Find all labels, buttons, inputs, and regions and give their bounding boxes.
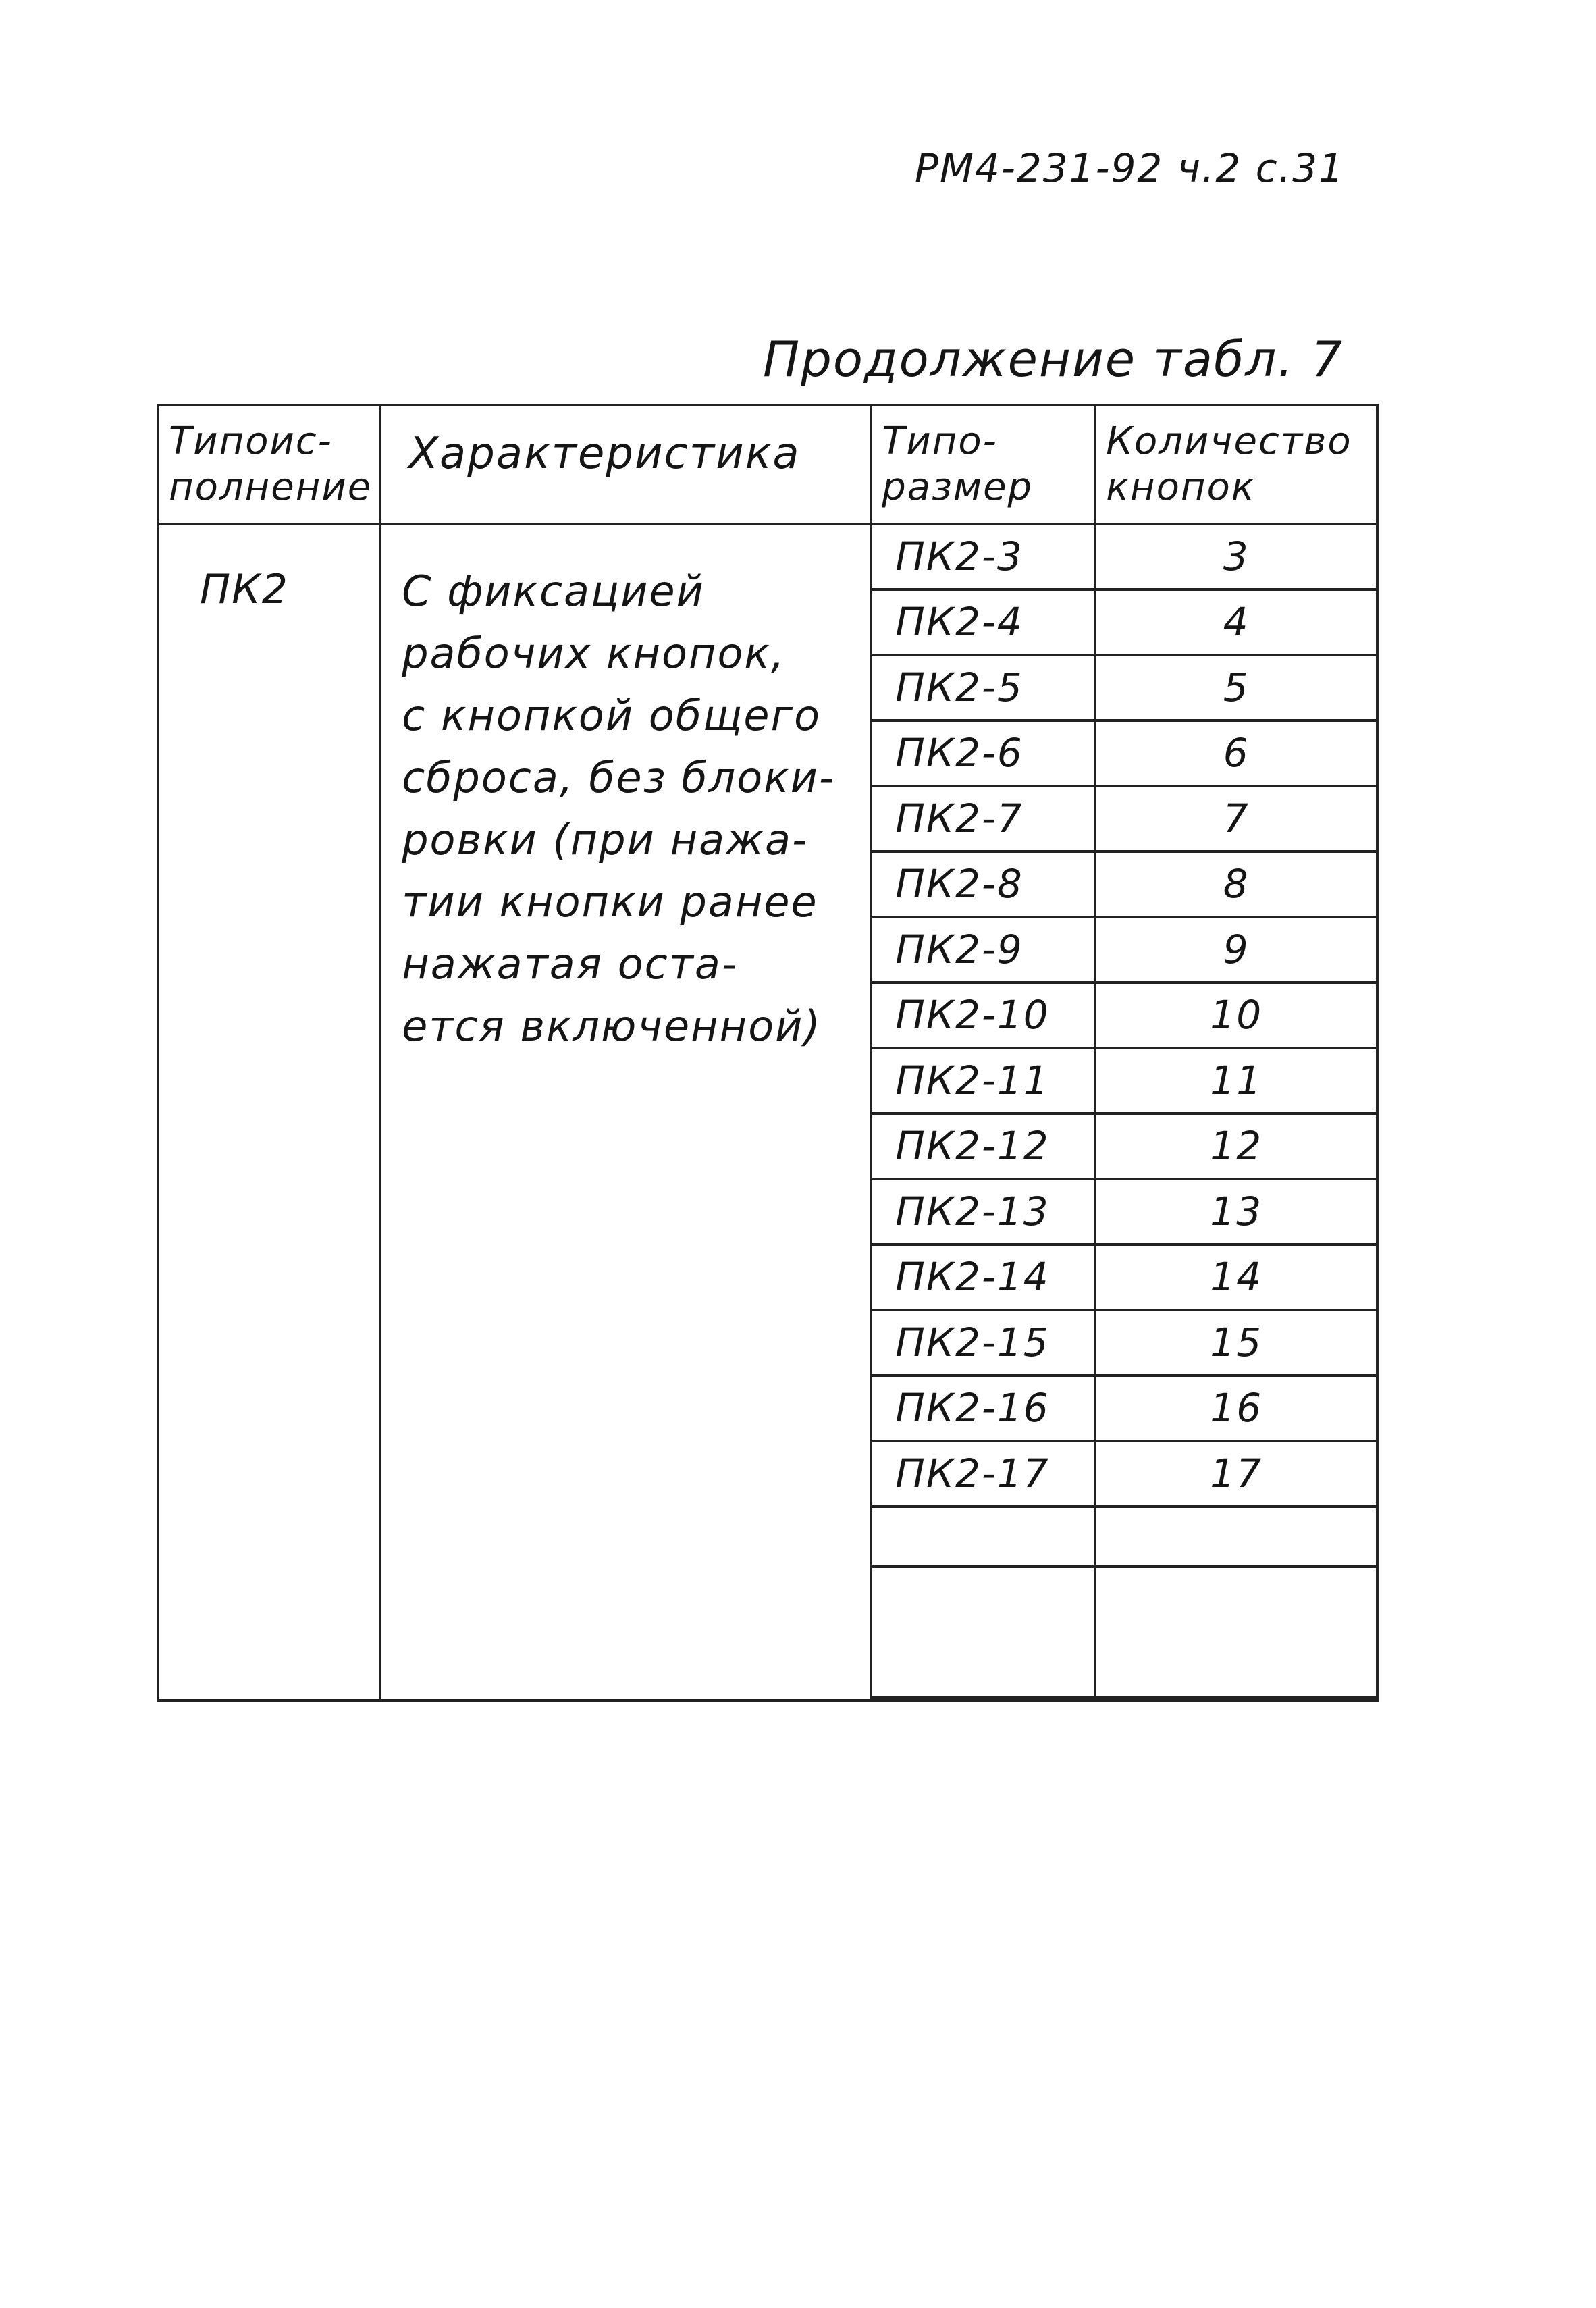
characteristic-line: с кнопкой общего — [402, 691, 822, 740]
count-cell: 9 — [1095, 917, 1377, 982]
table-row — [158, 524, 1377, 589]
count-cell: 7 — [1095, 786, 1377, 851]
header-type — [158, 405, 380, 524]
characteristic-line: С фиксацией — [402, 567, 705, 616]
count-cell: 5 — [1095, 655, 1377, 720]
characteristic-line: тии кнопки ранее — [402, 877, 818, 926]
characteristic-line: ется включенной) — [402, 1001, 822, 1051]
spacer-cell — [1095, 1698, 1377, 1700]
header-count-line: кнопок — [1106, 465, 1256, 509]
size-cell: ПК2-6 — [871, 720, 1095, 786]
size-cell: ПК2-15 — [871, 1310, 1095, 1375]
count-cell: 16 — [1095, 1375, 1377, 1441]
table-header-row — [158, 405, 1377, 524]
empty-count-cell — [1095, 1567, 1377, 1698]
spacer-cell — [871, 1698, 1095, 1700]
size-cell: ПК2-12 — [871, 1113, 1095, 1179]
header-count — [1095, 405, 1377, 524]
count-cell: 11 — [1095, 1048, 1377, 1113]
count-cell: 13 — [1095, 1179, 1377, 1244]
characteristic-cell — [380, 524, 871, 1700]
header-characteristic: Характеристика — [380, 405, 871, 524]
size-cell: ПК2-3 — [871, 524, 1095, 589]
empty-count-cell — [1095, 1506, 1377, 1567]
count-cell: 6 — [1095, 720, 1377, 786]
specification-table — [157, 404, 1379, 1702]
header-size-line: Типо- — [882, 419, 998, 463]
size-cell: ПК2-4 — [871, 589, 1095, 655]
header-size-line: размер — [882, 465, 1034, 509]
type-cell: ПК2 — [158, 524, 380, 1700]
count-cell: 3 — [1095, 524, 1377, 589]
characteristic-line: ровки (при нажа- — [402, 815, 809, 864]
size-cell: ПК2-14 — [871, 1244, 1095, 1310]
count-cell: 4 — [1095, 589, 1377, 655]
count-cell: 17 — [1095, 1441, 1377, 1506]
characteristic-line: сброса, без блоки- — [402, 753, 836, 802]
header-size — [871, 405, 1095, 524]
empty-size-cell — [871, 1506, 1095, 1567]
size-cell: ПК2-13 — [871, 1179, 1095, 1244]
header-type-line: полнение — [169, 465, 373, 509]
size-cell: ПК2-11 — [871, 1048, 1095, 1113]
size-cell: ПК2-7 — [871, 786, 1095, 851]
size-cell: ПК2-8 — [871, 851, 1095, 917]
count-cell: 10 — [1095, 982, 1377, 1048]
table-container — [157, 404, 1379, 1702]
characteristic-line: нажатая оста- — [402, 939, 739, 989]
count-cell: 15 — [1095, 1310, 1377, 1375]
count-cell: 8 — [1095, 851, 1377, 917]
size-cell: ПК2-17 — [871, 1441, 1095, 1506]
count-cell: 14 — [1095, 1244, 1377, 1310]
size-cell: ПК2-10 — [871, 982, 1095, 1048]
size-cell: ПК2-9 — [871, 917, 1095, 982]
header-type-line: Типоис- — [169, 419, 333, 463]
empty-size-cell — [871, 1567, 1095, 1698]
table-caption: Продолжение табл. 7 — [763, 331, 1344, 388]
count-cell: 12 — [1095, 1113, 1377, 1179]
size-cell: ПК2-16 — [871, 1375, 1095, 1441]
characteristic-line: рабочих кнопок, — [402, 629, 786, 678]
size-cell: ПК2-5 — [871, 655, 1095, 720]
document-code: РМ4-231-92 ч.2 с.31 — [915, 145, 1345, 191]
header-count-line: Количество — [1106, 419, 1352, 463]
